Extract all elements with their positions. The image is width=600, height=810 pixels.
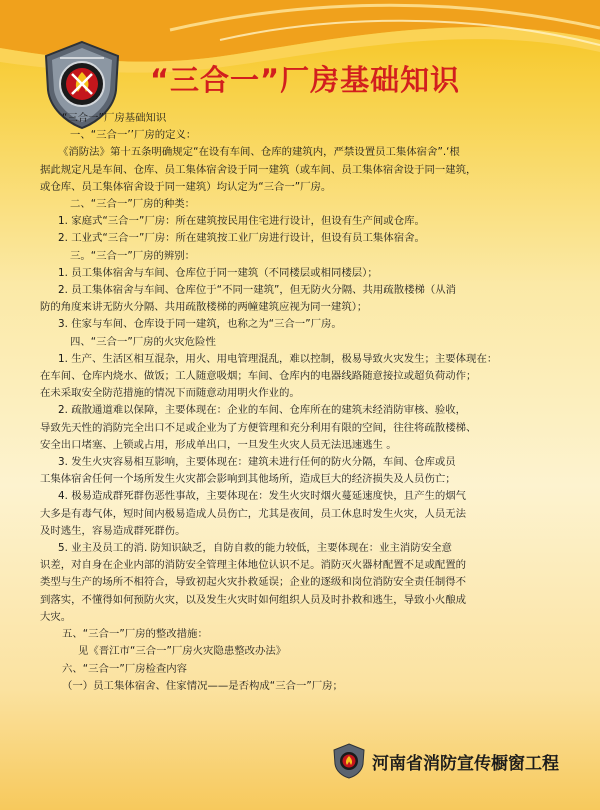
section-4-item: 4. 极易造成群死群伤恶性事故，主要体现在：发生火灾时烟火蔓延速度快，且产生的烟气 xyxy=(58,490,467,503)
section-5-title: 五、“三合一”厂房的整改措施： xyxy=(62,628,208,641)
section-6-text: （一）员工集体宿舍、住家情况——是否构成“三合一”厂房； xyxy=(62,679,343,692)
section-4-item: 工集体宿舍任何一个场所发生火灾都会影响到其他场所，造成巨大的经济损失及人员伤亡； xyxy=(40,473,456,486)
section-5-text: 见《晋江市“三合一”厂房火灾隐患整改办法》 xyxy=(78,645,287,658)
section-2-title: 二、“三合一”厂房的种类： xyxy=(70,198,196,211)
brand-name: 河南省消防宣传橱窗工程 xyxy=(372,754,559,774)
section-6-title: 六、“三合一”厂房检查内容 xyxy=(62,662,188,675)
section-3-item: 防的角度来讲无防火分隔、共用疏散楼梯的两幢建筑应视为同一建筑）； xyxy=(40,301,368,314)
doc-heading: “三合一”厂房基础知识 xyxy=(62,112,167,124)
page-title: “三合一”厂房基础知识 xyxy=(150,63,461,97)
section-4-item: 1. 生产、生活区相互混杂，用火、用电管理混乱，难以控制，极易导致火灾发生；主要体现在： xyxy=(58,352,498,365)
document-body xyxy=(40,110,570,695)
footer-brand xyxy=(330,742,590,782)
section-3-item: 1. 员工集体宿舍与车间、仓库位于同一建筑（不同楼层或相同楼层）； xyxy=(58,266,378,279)
section-4-title: 四、“三合一”厂房的火灾危险性 xyxy=(70,335,216,348)
section-4-item: 识差，对自身在企业内部的消防安全管理主体地位认识不足。消防灭火器材配置不足或配置的 xyxy=(40,559,467,572)
section-1-text: 据此规定凡是车间、仓库、员工集体宿舍设于同一建筑（或车间、员工集体宿舍设于同一建筑， xyxy=(40,163,477,176)
section-3-item: 2. 员工集体宿舍与车间、仓库位于“不同一建筑”，但无防火分隔、共用疏散楼梯（从消 xyxy=(58,284,457,297)
fire-emblem-icon xyxy=(330,742,368,780)
section-4-item: 安全出口堵塞、上锁或占用，形成单出口，一旦发生火灾人员无法迅速逃生 。 xyxy=(40,438,397,451)
section-4-item: 到落实，不懂得如何预防火灾，以及发生火灾时如何组织人员及时扑救和逃生，导致小火酿成 xyxy=(40,593,467,606)
section-4-item: 大灾。 xyxy=(40,610,72,623)
section-4-item: 类型与生产的场所不相符合，导致初起火灾扑救延误；企业的逐级和岗位消防安全责任制得不 xyxy=(40,576,467,589)
section-4-item: 2. 疏散通道难以保障，主要体现在：企业的车间、仓库所在的建筑未经消防审核、验收， xyxy=(58,404,467,417)
section-4-item: 及时逃生，容易造成群死群伤。 xyxy=(40,524,186,537)
section-1-text: 或仓库、员工集体宿舍设于同一建筑）均认定为“三合一”厂房。 xyxy=(40,180,332,193)
section-1-title: 一、“三合一’’厂房的定义： xyxy=(70,129,197,142)
section-2-item: 2. 工业式“三合一”厂房：所在建筑按工业厂房进行设计，但设有员工集体宿舍。 xyxy=(58,232,425,245)
section-4-item: 导致先天性的消防完全出口不足或企业为了方便管理和充分利用有限的空间，往往将疏散楼梯、 xyxy=(40,421,477,434)
section-4-item: 在车间、仓库内烧水、做饭；工人随意吸烟；车间、仓库内的电器线路随意接拉或超负荷动作； xyxy=(40,370,477,383)
section-4-item: 5. 业主及员工的消. 防知识缺乏，自防自救的能力较低，主要体现在：业主消防安全意 xyxy=(58,542,452,555)
section-2-item: 1. 家庭式“三合一”厂房：所在建筑按民用住宅进行设计，但设有生产间或仓库。 xyxy=(58,215,425,228)
section-3-item: 3. 住家与车间、仓库设于同一建筑，也称之为“三合一”厂房。 xyxy=(58,318,342,331)
section-4-item: 3. 发生火灾容易相互影响，主要体现在：建筑未进行任何的防火分隔，车间、仓库或员 xyxy=(58,456,456,469)
section-1-text: 《消防法》第十五条明确规定“在设有车间、仓库的建筑内，严禁设置员工集体宿舍”.‘根 xyxy=(58,146,460,159)
section-4-item: 在未采取安全防范措施的情况下而随意动用明火作业的。 xyxy=(40,387,300,400)
section-3-title: 三。“三合一”厂房的辨别： xyxy=(70,249,196,262)
section-4-item: 大多是有毒气体，短时间内极易造成人员伤亡，尤其是夜间，员工休息时发生火灾，人员无法 xyxy=(40,507,467,520)
